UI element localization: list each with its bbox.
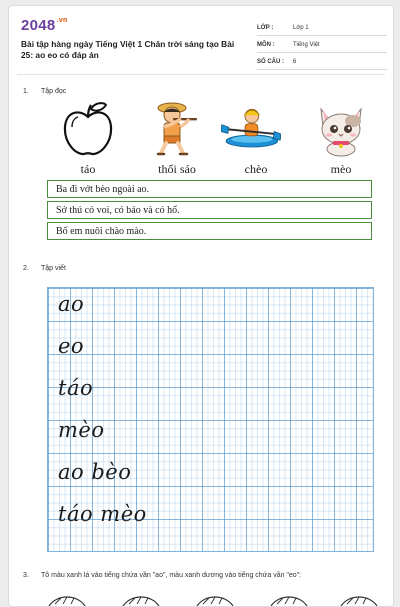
writing-line: ao bèo (58, 460, 132, 484)
worksheet-title: Bài tập hàng ngày Tiếng Việt 1 Chân trời sáng tạo Bài 25: ao eo có đáp án (21, 39, 235, 60)
kayak-icon (221, 99, 281, 159)
section-3-heading: 3. Tô màu xanh lá vào tiếng chứa vần "ao", màu xanh dương vào tiếng chứa vần "eo": (23, 572, 302, 579)
meta-row-grade: LỚP : Lớp 1 (257, 19, 387, 36)
picture-caption: chèo (244, 162, 268, 176)
meta-info (257, 19, 387, 70)
leaf-icon (121, 594, 161, 607)
leaf-icon (47, 594, 87, 607)
boy-flute-icon (147, 99, 207, 159)
writing-line: táo mèo (58, 502, 147, 526)
writing-line: táo (58, 376, 94, 400)
writing-line: ao (58, 292, 85, 316)
meta-row-question-count: SỐ CÂU : 6 (257, 53, 387, 70)
picture-caption: mèo (330, 162, 352, 176)
picture-caption: thổi sáo (158, 162, 196, 176)
cat-icon (311, 99, 371, 159)
leaf-icon (339, 594, 379, 607)
writing-line: mèo (58, 418, 105, 442)
leaf-icon (269, 594, 309, 607)
meta-row-subject: MÔN : Tiếng Việt (257, 36, 387, 53)
writing-line: eo (58, 334, 85, 358)
worksheet-header (19, 15, 385, 71)
site-logo[interactable]: $2048^{.vn}$ (21, 17, 68, 34)
picture-caption: táo (80, 162, 96, 176)
apple-icon (58, 99, 118, 159)
reading-sentence: Ba đi vớt bèo ngoài ao. (47, 180, 372, 198)
worksheet-page (8, 5, 394, 607)
writing-practice-grid (47, 287, 374, 552)
header-divider (17, 74, 385, 75)
section-1-heading: 1. Tập đọc (23, 88, 67, 95)
leaf-icon (195, 594, 235, 607)
reading-sentence: Bố em nuôi chào mào. (47, 222, 372, 240)
section-2-heading: 2. Tập viết (23, 265, 66, 272)
reading-sentence: Sở thú có voi, có báo và có hổ. (47, 201, 372, 219)
